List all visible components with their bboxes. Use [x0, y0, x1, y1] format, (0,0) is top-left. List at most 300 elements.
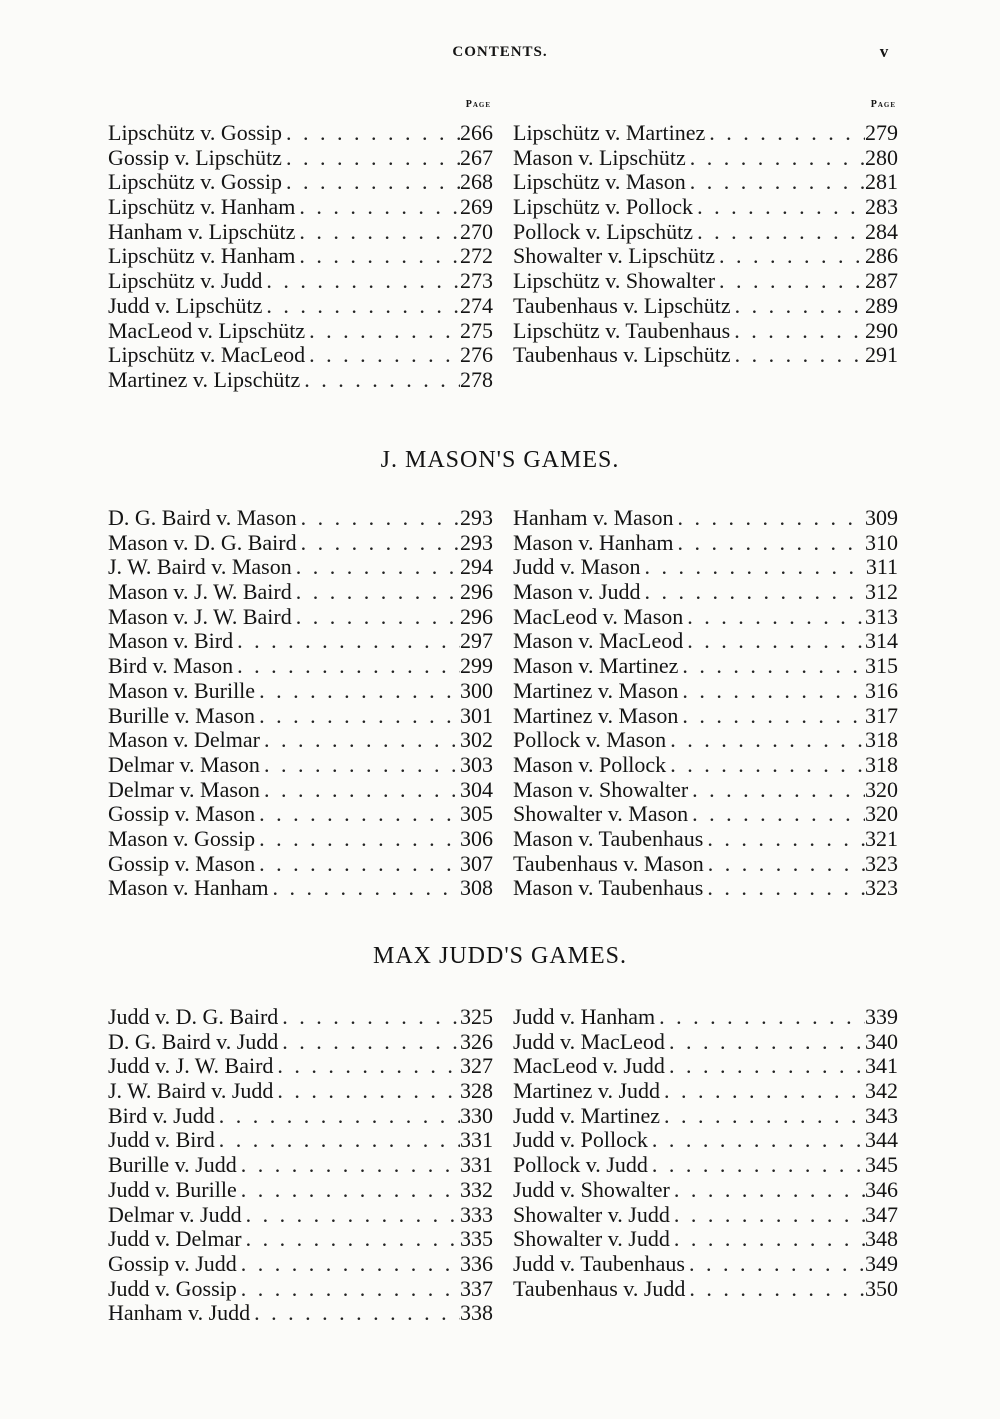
game-title: Judd v. Taubenhaus — [513, 1251, 685, 1276]
game-title: Lipschütz v. Martinez — [513, 121, 706, 145]
section-heading-judd: MAX JUDD'S GAMES. — [372, 943, 628, 969]
game-title: Gossip v. Mason — [108, 851, 256, 876]
dot-leader — [666, 728, 865, 753]
dot-leader — [250, 1301, 460, 1326]
toc-entry — [513, 1153, 898, 1178]
dot-leader — [262, 269, 460, 294]
page-number-ref: 323 — [865, 851, 898, 876]
page-number-ref: 280 — [865, 145, 898, 170]
dot-leader — [242, 1203, 460, 1228]
toc-entry — [513, 1128, 898, 1153]
dot-leader — [292, 605, 460, 630]
game-title: J. W. Baird v. Mason — [108, 555, 292, 580]
dot-leader — [282, 146, 460, 171]
toc-entry — [513, 146, 898, 171]
toc-column-left — [108, 506, 493, 901]
dot-leader — [683, 629, 865, 654]
page-number-ref: 333 — [460, 1202, 493, 1227]
dot-leader — [260, 728, 460, 753]
game-title: Lipschütz v. MacLeod — [108, 343, 306, 368]
page-number-ref: 349 — [865, 1251, 898, 1276]
page-number-ref: 301 — [460, 703, 493, 728]
toc-entry — [513, 827, 898, 852]
dot-leader — [242, 1227, 460, 1252]
page-number-ref: 304 — [460, 777, 493, 802]
dot-leader — [660, 1079, 865, 1104]
game-title: Mason v. Taubenhaus — [513, 876, 704, 901]
dot-leader — [233, 654, 460, 679]
dot-leader — [678, 704, 865, 729]
toc-entry — [108, 1277, 493, 1302]
toc-entry — [513, 1030, 898, 1055]
page-number-ref: 303 — [460, 752, 493, 777]
page-number-ref: 294 — [460, 555, 493, 580]
page-number-ref: 332 — [460, 1177, 493, 1202]
dot-leader — [237, 1252, 460, 1277]
toc-entry — [513, 1104, 898, 1129]
page-number-ref: 276 — [460, 343, 493, 368]
dot-leader — [305, 319, 460, 344]
game-title: D. G. Baird v. Judd — [108, 1029, 279, 1054]
toc-entry — [108, 121, 493, 146]
toc-entry — [108, 170, 493, 195]
game-title: Martinez v. Lipschütz — [108, 367, 301, 392]
dot-leader — [704, 852, 865, 877]
toc-list — [108, 121, 493, 393]
dot-leader — [670, 1203, 865, 1228]
game-title: MacLeod v. Mason — [513, 604, 684, 629]
game-title: Judd v. Showalter — [513, 1177, 670, 1202]
toc-entry — [513, 802, 898, 827]
toc-entry — [513, 605, 898, 630]
game-title: Mason v. Hanham — [513, 530, 674, 555]
game-title: Mason v. Delmar — [108, 728, 260, 753]
dot-leader — [693, 195, 865, 220]
toc-entry — [513, 704, 898, 729]
page-number-ref: 296 — [460, 604, 493, 629]
page-number-ref: 291 — [865, 343, 898, 368]
toc-entry — [108, 1178, 493, 1203]
page-number-ref: 266 — [460, 121, 493, 145]
toc-entry — [513, 728, 898, 753]
section-heading-mason: J. MASON'S GAMES. — [380, 447, 620, 473]
game-title: Lipschütz v. Hanham — [108, 195, 296, 220]
game-title: Mason v. MacLeod — [513, 629, 684, 654]
toc-entry — [108, 1203, 493, 1228]
page-number-ref: 339 — [865, 1005, 898, 1029]
page-number-ref: 317 — [865, 703, 898, 728]
page-number-ref: 346 — [865, 1177, 898, 1202]
game-title: Hanham v. Judd — [108, 1301, 251, 1326]
toc-entry — [108, 704, 493, 729]
toc-entry — [108, 629, 493, 654]
game-title: Delmar v. Mason — [108, 752, 260, 777]
game-title: Taubenhaus v. Lipschütz — [513, 343, 731, 368]
game-title: Gossip v. Lipschütz — [108, 145, 282, 170]
toc-entry — [108, 1030, 493, 1055]
game-title: Judd v. Lipschütz — [108, 293, 263, 318]
page-number-ref: 287 — [865, 269, 898, 294]
dot-leader — [305, 343, 460, 368]
game-title: Delmar v. Judd — [108, 1202, 242, 1227]
page-number-ref: 306 — [460, 826, 493, 851]
page-number-ref: 330 — [460, 1103, 493, 1128]
dot-leader — [674, 531, 866, 556]
dot-leader — [686, 170, 865, 195]
page-number-ref: 284 — [865, 219, 898, 244]
toc-entry — [513, 170, 898, 195]
game-title: Lipschütz v. Mason — [513, 170, 686, 195]
game-title: Judd v. Delmar — [108, 1227, 242, 1252]
dot-leader — [715, 244, 865, 269]
dot-leader — [665, 1054, 865, 1079]
toc-list — [108, 506, 493, 901]
game-title: Mason v. Taubenhaus — [513, 826, 704, 851]
game-title: Lipschütz v. Judd — [108, 269, 263, 294]
toc-entry — [108, 195, 493, 220]
page-number-ref: 296 — [460, 580, 493, 605]
game-title: Hanham v. Lipschütz — [108, 219, 296, 244]
page-number-ref: 331 — [460, 1153, 493, 1178]
page-number-ref: 345 — [865, 1153, 898, 1178]
game-title: Mason v. Martinez — [513, 654, 679, 679]
page-number-ref: 340 — [865, 1029, 898, 1054]
dot-leader — [730, 319, 865, 344]
dot-leader — [260, 778, 460, 803]
page-number-ref: 315 — [865, 654, 898, 679]
game-title: Judd v. Martinez — [513, 1103, 661, 1128]
toc-entry — [108, 654, 493, 679]
toc-entry — [108, 506, 493, 531]
dot-leader — [660, 1104, 865, 1129]
game-title: Bird v. Judd — [108, 1103, 215, 1128]
toc-entry — [108, 1227, 493, 1252]
dot-leader — [233, 629, 460, 654]
page-number-ref: 350 — [865, 1276, 898, 1301]
page-number-ref: 270 — [460, 219, 493, 244]
page-number-ref: 323 — [865, 876, 898, 901]
toc-entry — [108, 605, 493, 630]
dot-leader — [715, 269, 865, 294]
dot-leader — [269, 876, 461, 901]
game-title: Mason v. Pollock — [513, 752, 667, 777]
page-number-ref: 275 — [460, 318, 493, 343]
game-title: Judd v. Gossip — [108, 1276, 237, 1301]
dot-leader — [278, 1030, 460, 1055]
toc-list — [513, 121, 898, 368]
page-column-label: Page — [465, 99, 491, 110]
toc-entry — [108, 1252, 493, 1277]
dot-leader — [731, 343, 865, 368]
game-title: Burille v. Mason — [108, 703, 256, 728]
dot-leader — [686, 146, 865, 171]
game-title: Mason v. Showalter — [513, 777, 689, 802]
toc-entry — [513, 1277, 898, 1302]
dot-leader — [693, 220, 865, 245]
toc-entry — [108, 876, 493, 901]
toc-entry — [108, 1128, 493, 1153]
page-number-ref: 320 — [865, 802, 898, 827]
page-number-ref: 305 — [460, 802, 493, 827]
dot-leader — [685, 1277, 865, 1302]
page-number-ref: 342 — [865, 1079, 898, 1104]
dot-leader — [255, 679, 460, 704]
dot-leader — [215, 1128, 460, 1153]
page-number-ref: 320 — [865, 777, 898, 802]
game-title: Lipschütz v. Hanham — [108, 244, 296, 269]
game-title: Judd v. Burille — [108, 1177, 237, 1202]
toc-entry — [108, 778, 493, 803]
toc-entry — [513, 629, 898, 654]
page-number-ref: 274 — [460, 293, 493, 318]
game-title: Lipschütz v. Gossip — [108, 170, 282, 195]
page-number-ref: 267 — [460, 145, 493, 170]
page-number-ref: 338 — [460, 1301, 493, 1326]
toc-entry — [513, 679, 898, 704]
page-number-ref: 318 — [865, 728, 898, 753]
page-number-ref: 313 — [865, 604, 898, 629]
dot-leader — [282, 170, 460, 195]
toc-entry — [513, 1252, 898, 1277]
dot-leader — [685, 1252, 865, 1277]
game-title: Martinez v. Mason — [513, 703, 679, 728]
dot-leader — [300, 368, 460, 393]
game-title: Mason v. D. G. Baird — [108, 530, 297, 555]
toc-entry — [108, 319, 493, 344]
game-title: Judd v. J. W. Baird — [108, 1054, 274, 1079]
dot-leader — [683, 605, 865, 630]
page-number-ref: 321 — [865, 826, 898, 851]
toc-entry — [108, 753, 493, 778]
dot-leader — [705, 121, 865, 146]
page-number-ref: 312 — [865, 580, 898, 605]
page-number: v — [879, 42, 889, 61]
toc-entry — [513, 876, 898, 901]
dot-leader — [295, 195, 460, 220]
toc-column-left — [108, 1005, 493, 1326]
dot-leader — [648, 1128, 865, 1153]
toc-entry — [513, 852, 898, 877]
toc-entry — [108, 1079, 493, 1104]
dot-leader — [255, 827, 460, 852]
page-number-ref: 328 — [460, 1079, 493, 1104]
toc-entry — [513, 580, 898, 605]
page-number-ref: 297 — [460, 629, 493, 654]
toc-entry — [513, 753, 898, 778]
game-title: Taubenhaus v. Lipschütz — [513, 293, 731, 318]
toc-entry — [513, 269, 898, 294]
page-number-ref: 336 — [460, 1251, 493, 1276]
game-title: Judd v. Bird — [108, 1128, 215, 1153]
toc-list — [513, 506, 898, 901]
game-title: Lipschütz v. Taubenhaus — [513, 318, 731, 343]
dot-leader — [665, 1030, 865, 1055]
page-number-ref: 293 — [460, 506, 493, 530]
dot-leader — [282, 121, 460, 146]
dot-leader — [278, 1005, 460, 1030]
page-number-ref: 325 — [460, 1005, 493, 1029]
game-title: Bird v. Mason — [108, 654, 234, 679]
page-number-ref: 273 — [460, 269, 493, 294]
toc-entry — [108, 728, 493, 753]
dot-leader — [215, 1104, 460, 1129]
toc-entry — [108, 1005, 493, 1030]
dot-leader — [297, 531, 460, 556]
toc-entry — [513, 343, 898, 368]
game-title: Mason v. Lipschütz — [513, 145, 686, 170]
dot-leader — [273, 1054, 460, 1079]
toc-entry — [108, 1104, 493, 1129]
dot-leader — [678, 654, 865, 679]
game-title: J. W. Baird v. Judd — [108, 1079, 274, 1104]
toc-entry — [108, 827, 493, 852]
page-number-ref: 269 — [460, 195, 493, 220]
toc-column-left — [108, 99, 493, 393]
page-number-ref: 310 — [865, 530, 898, 555]
page-number-ref: 343 — [865, 1103, 898, 1128]
page-number-ref: 311 — [865, 555, 898, 580]
game-title: Martinez v. Judd — [513, 1079, 661, 1104]
game-title: Mason v. Gossip — [108, 826, 256, 851]
game-title: Burille v. Judd — [108, 1153, 237, 1178]
game-title: Mason v. Bird — [108, 629, 234, 654]
game-title: D. G. Baird v. Mason — [108, 506, 297, 530]
toc-entry — [513, 1227, 898, 1252]
game-title: MacLeod v. Lipschütz — [108, 318, 306, 343]
dot-leader — [255, 802, 460, 827]
game-title: Lipschütz v. Showalter — [513, 269, 716, 294]
dot-leader — [262, 294, 460, 319]
game-title: Showalter v. Judd — [513, 1202, 670, 1227]
game-title: Martinez v. Mason — [513, 678, 679, 703]
game-title: Gossip v. Judd — [108, 1251, 237, 1276]
page-number-ref: 272 — [460, 244, 493, 269]
dot-leader — [670, 1178, 865, 1203]
toc-entry — [513, 244, 898, 269]
page-number-ref: 268 — [460, 170, 493, 195]
toc-entry — [513, 121, 898, 146]
game-title: Lipschütz v. Gossip — [108, 121, 282, 145]
game-title: Mason v. J. W. Baird — [108, 580, 292, 605]
toc-entry — [513, 1079, 898, 1104]
toc-list — [108, 1005, 493, 1326]
dot-leader — [666, 753, 865, 778]
toc-entry — [513, 778, 898, 803]
page-number-ref: 286 — [865, 244, 898, 269]
dot-leader — [688, 802, 865, 827]
game-title: Judd v. Hanham — [513, 1005, 656, 1029]
dot-leader — [260, 753, 460, 778]
game-title: Showalter v. Lipschütz — [513, 244, 716, 269]
page-number-ref: 344 — [865, 1128, 898, 1153]
page-number-ref: 341 — [865, 1054, 898, 1079]
toc-entry — [108, 294, 493, 319]
page-number-ref: 300 — [460, 678, 493, 703]
toc-entry — [513, 1203, 898, 1228]
game-title: Delmar v. Mason — [108, 777, 260, 802]
dot-leader — [670, 1227, 865, 1252]
game-title: Gossip v. Mason — [108, 802, 256, 827]
toc-entry — [513, 1054, 898, 1079]
toc-column-right — [513, 1005, 898, 1301]
page-number-ref: 293 — [460, 530, 493, 555]
toc-entry — [513, 531, 898, 556]
game-title: Mason v. Hanham — [108, 876, 269, 901]
toc-entry — [108, 802, 493, 827]
game-title: Judd v. D. G. Baird — [108, 1005, 279, 1029]
toc-entry — [108, 580, 493, 605]
game-title: Pollock v. Lipschütz — [513, 219, 694, 244]
game-title: Pollock v. Mason — [513, 728, 667, 753]
dot-leader — [641, 580, 865, 605]
page-number-ref: 318 — [865, 752, 898, 777]
game-title: Judd v. MacLeod — [513, 1029, 665, 1054]
dot-leader — [688, 778, 865, 803]
toc-entry — [513, 654, 898, 679]
running-head: CONTENTS. — [452, 44, 548, 60]
toc-entry — [513, 506, 898, 531]
page-number-ref: 335 — [460, 1227, 493, 1252]
game-title: Taubenhaus v. Judd — [513, 1276, 686, 1301]
toc-entry — [108, 531, 493, 556]
dot-leader — [641, 555, 866, 580]
game-title: Mason v. Burille — [108, 678, 256, 703]
toc-entry — [108, 269, 493, 294]
dot-leader — [674, 506, 866, 531]
toc-entry — [513, 195, 898, 220]
toc-entry — [108, 220, 493, 245]
page-number-ref: 302 — [460, 728, 493, 753]
toc-entry — [108, 1301, 493, 1326]
game-title: Lipschütz v. Pollock — [513, 195, 694, 220]
toc-entry — [513, 319, 898, 344]
game-title: MacLeod v. Judd — [513, 1054, 665, 1079]
toc-entry — [108, 146, 493, 171]
dot-leader — [731, 294, 865, 319]
toc-entry — [108, 1153, 493, 1178]
game-title: Hanham v. Mason — [513, 506, 674, 530]
page-number-ref: 279 — [865, 121, 898, 145]
game-title: Mason v. Judd — [513, 580, 641, 605]
toc-entry — [513, 294, 898, 319]
toc-column-right — [513, 506, 898, 901]
game-title: Showalter v. Judd — [513, 1227, 670, 1252]
page-number-ref: 331 — [460, 1128, 493, 1153]
toc-entry — [108, 1054, 493, 1079]
toc-entry — [108, 555, 493, 580]
game-title: Judd v. Mason — [513, 555, 641, 580]
dot-leader — [273, 1079, 460, 1104]
dot-leader — [237, 1153, 460, 1178]
dot-leader — [237, 1178, 460, 1203]
dot-leader — [255, 704, 460, 729]
dot-leader — [292, 580, 460, 605]
dot-leader — [655, 1005, 865, 1030]
dot-leader — [678, 679, 865, 704]
page-number-ref: 348 — [865, 1227, 898, 1252]
page-number-ref: 290 — [865, 318, 898, 343]
toc-list — [513, 1005, 898, 1301]
toc-entry — [108, 679, 493, 704]
page-number-ref: 278 — [460, 367, 493, 392]
page-number-ref: 308 — [460, 876, 493, 901]
dot-leader — [703, 827, 865, 852]
page-column-label: Page — [870, 99, 896, 110]
page-number-ref: 281 — [865, 170, 898, 195]
game-title: Taubenhaus v. Mason — [513, 851, 704, 876]
page-number-ref: 283 — [865, 195, 898, 220]
page-number-ref: 299 — [460, 654, 493, 679]
